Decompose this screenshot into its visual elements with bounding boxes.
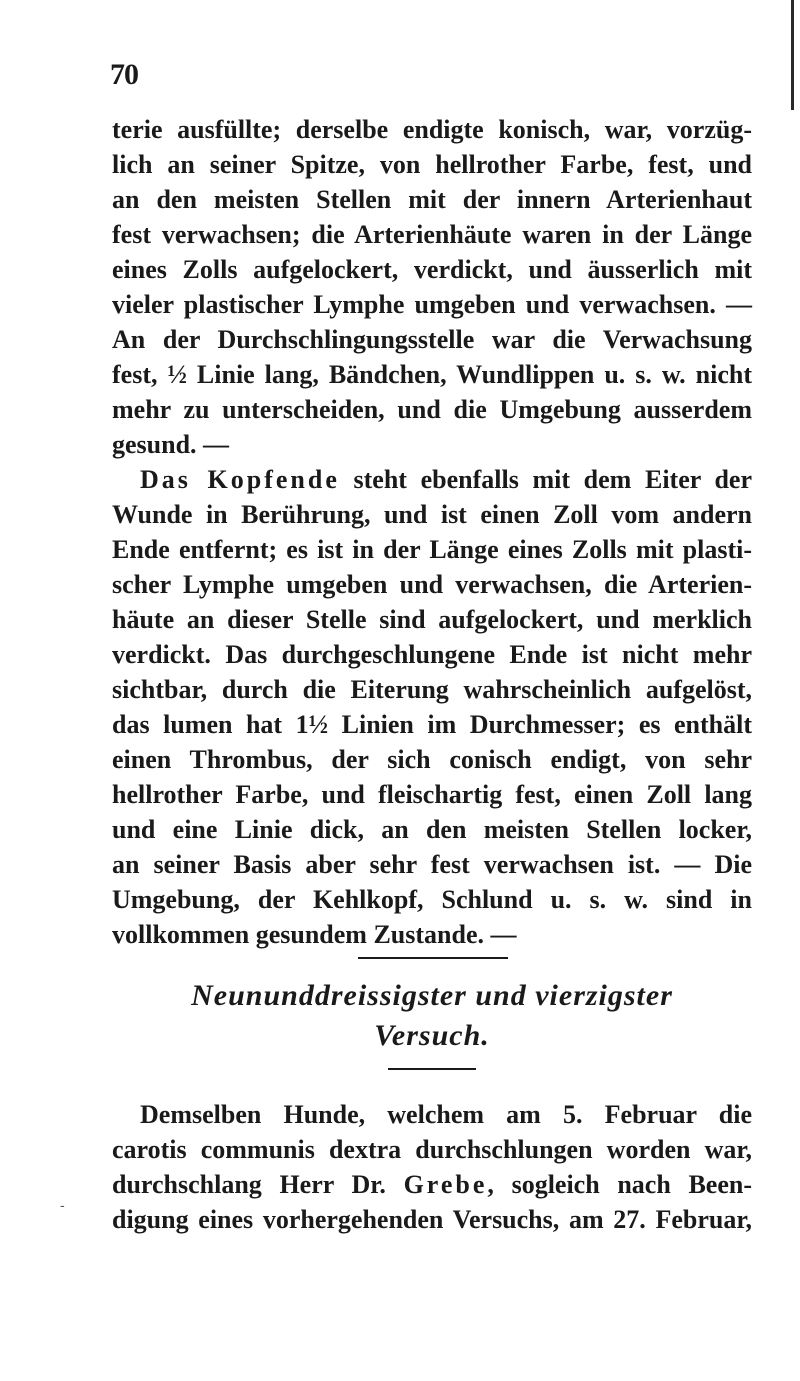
page-edge-shadow [791, 0, 794, 110]
text-line [112, 1167, 752, 1202]
text-line: gesund. — [112, 430, 230, 459]
paragraph-3 [112, 1097, 752, 1237]
text-line: und eine Linie dick, an den meisten Stellen locker, [112, 815, 752, 844]
text-line: verdickt. Das durchgeschlungene Ende ist nicht mehr [112, 640, 752, 669]
paragraph-1 [112, 112, 752, 952]
text-line: An der Durchschlingungsstelle war die Verwachsung [112, 325, 752, 354]
section-rule-bottom [388, 1068, 476, 1070]
spaced-name: Grebe [403, 1170, 488, 1199]
text-line: fest verwachsen; die Arterienhäute waren in der Länge [112, 220, 752, 249]
text-line: lich an seiner Spitze, von hellrother Farbe, fest, und [112, 150, 752, 179]
text-line: scher Lymphe umgeben und verwachsen, die Arterien- [112, 570, 752, 599]
text-line: Demselben Hunde, welchem am 5. Februar die [140, 1100, 752, 1129]
text-line: hellrother Farbe, und fleischartig fest, einen Zoll lang [112, 780, 752, 809]
text-fragment: , sogleich nach Been- [487, 1170, 752, 1199]
text-line: Ende entfernt; es ist in der Länge eines Zolls mit plasti- [112, 535, 752, 564]
page-number: 70 [110, 58, 138, 91]
text-line: vollkommen gesundem Zustande. — [112, 920, 517, 949]
text-line: an seiner Basis aber sehr fest verwachsen ist. — Die [112, 850, 752, 879]
section-rule-top [358, 957, 508, 959]
text-line: mehr zu unterscheiden, und die Umgebung ausserdem [112, 395, 752, 424]
section-heading: Neununddreissigster und vierzigster [191, 979, 673, 1012]
text-line: carotis communis dextra durchschlungen worden war, [112, 1135, 752, 1164]
section-heading-subtitle: Versuch. [374, 1019, 490, 1052]
text-fragment: durchschlang Herr Dr. [112, 1170, 404, 1199]
text-line: das lumen hat 1½ Linien im Durchmesser; es enthält [112, 710, 752, 739]
spaced-lead-text: Das Kopfende [140, 465, 340, 494]
text-line: sichtbar, durch die Eiterung wahrscheinlich aufgelöst, [112, 675, 752, 704]
text-line: einen Thrombus, der sich conisch endigt, von sehr [112, 745, 752, 774]
text-line: Wunde in Berührung, und ist einen Zoll vom andern [112, 500, 752, 529]
text-line: digung eines vorhergehenden Versuchs, am 27. Februar, [112, 1205, 752, 1234]
text-line: vieler plastischer Lymphe umgeben und verwachsen. — [112, 290, 752, 319]
margin-mark: - [60, 1198, 65, 1214]
text-line: eines Zolls aufgelockert, verdickt, und äusserlich mit [112, 255, 752, 284]
text-line: Umgebung, der Kehlkopf, Schlund u. s. w. sind in [112, 885, 752, 914]
text-fragment: steht ebenfalls mit dem Eiter der [339, 465, 752, 494]
text-line: fest, ½ Linie lang, Bändchen, Wundlippen u. s. w. nicht [112, 360, 752, 389]
text-line: terie ausfüllte; derselbe endigte konisch, war, vorzüg- [112, 115, 752, 144]
text-line: häute an dieser Stelle sind aufgelockert, und merklich [112, 605, 752, 634]
paragraph-2-first-line [112, 462, 752, 497]
text-line: an den meisten Stellen mit der innern Arterienhaut [112, 185, 752, 214]
